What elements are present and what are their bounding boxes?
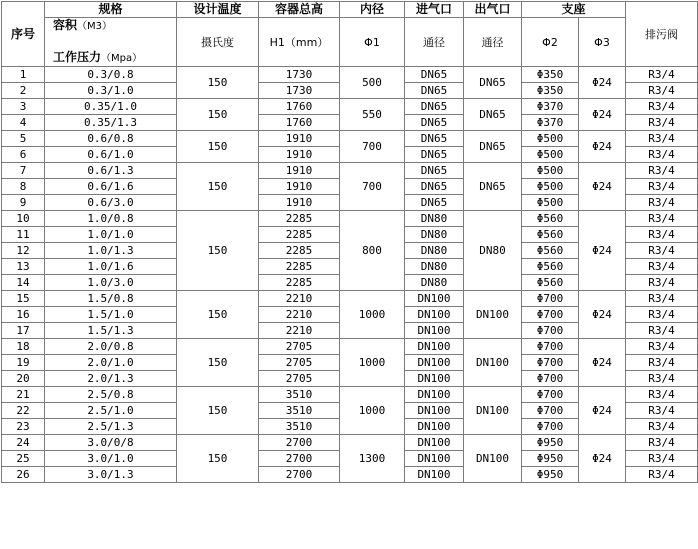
- row-height-cell: 2700: [259, 435, 340, 451]
- row-design-temp-cell: 150: [177, 211, 259, 291]
- row-phi2-cell: Φ950: [522, 435, 579, 451]
- row-design-temp-cell: 150: [177, 387, 259, 435]
- header-outlet: 出气口: [464, 2, 522, 18]
- row-drain-cell: R3/4: [626, 291, 698, 307]
- row-height-cell: 1910: [259, 195, 340, 211]
- row-drain-cell: R3/4: [626, 275, 698, 291]
- header-height: 容器总高: [259, 2, 340, 18]
- row-phi2-cell: Φ560: [522, 275, 579, 291]
- row-spec-cell: 3.0/1.3: [45, 467, 177, 483]
- row-inlet-cell: DN100: [405, 371, 464, 387]
- row-height-cell: 3510: [259, 387, 340, 403]
- header-outlet-sub: 通径: [464, 18, 522, 67]
- row-phi2-cell: Φ700: [522, 387, 579, 403]
- header-phi3: Φ3: [579, 18, 626, 67]
- row-inner-dia-cell: 550: [340, 99, 405, 131]
- row-outlet-cell: DN100: [464, 387, 522, 435]
- row-drain-cell: R3/4: [626, 467, 698, 483]
- row-number-cell: 18: [2, 339, 45, 355]
- row-design-temp-cell: 150: [177, 291, 259, 339]
- row-design-temp-cell: 150: [177, 435, 259, 483]
- row-height-cell: 2285: [259, 211, 340, 227]
- table-body: [2, 67, 698, 483]
- row-inlet-cell: DN80: [405, 211, 464, 227]
- row-drain-cell: R3/4: [626, 259, 698, 275]
- row-phi2-cell: Φ700: [522, 419, 579, 435]
- row-number-cell: 26: [2, 467, 45, 483]
- row-drain-cell: R3/4: [626, 195, 698, 211]
- row-drain-cell: R3/4: [626, 83, 698, 99]
- row-inlet-cell: DN65: [405, 99, 464, 115]
- row-phi2-cell: Φ560: [522, 259, 579, 275]
- row-phi3-cell: Φ24: [579, 291, 626, 339]
- row-height-cell: 2210: [259, 307, 340, 323]
- row-spec-cell: 0.6/0.8: [45, 131, 177, 147]
- table-row: [2, 387, 698, 403]
- row-inlet-cell: DN100: [405, 323, 464, 339]
- row-height-cell: 2705: [259, 355, 340, 371]
- row-number-cell: 2: [2, 83, 45, 99]
- row-height-cell: 1730: [259, 67, 340, 83]
- row-number-cell: 15: [2, 291, 45, 307]
- header-spec: 规格: [45, 2, 177, 18]
- row-phi2-cell: Φ350: [522, 83, 579, 99]
- header-temp-unit: 摄氏度: [177, 18, 259, 67]
- row-outlet-cell: DN100: [464, 339, 522, 387]
- row-outlet-cell: DN80: [464, 211, 522, 291]
- table-row: [2, 163, 698, 179]
- row-outlet-cell: DN65: [464, 99, 522, 131]
- row-inner-dia-cell: 1000: [340, 291, 405, 339]
- row-drain-cell: R3/4: [626, 307, 698, 323]
- row-inner-dia-cell: 800: [340, 211, 405, 291]
- row-height-cell: 2705: [259, 371, 340, 387]
- row-drain-cell: R3/4: [626, 371, 698, 387]
- row-spec-cell: 0.35/1.3: [45, 115, 177, 131]
- row-phi2-cell: Φ350: [522, 67, 579, 83]
- row-height-cell: 3510: [259, 419, 340, 435]
- row-number-cell: 24: [2, 435, 45, 451]
- row-inlet-cell: DN80: [405, 243, 464, 259]
- header-design-temp: 设计温度: [177, 2, 259, 18]
- row-inner-dia-cell: 700: [340, 131, 405, 163]
- row-inlet-cell: DN80: [405, 275, 464, 291]
- header-phi2: Φ2: [522, 18, 579, 67]
- row-inlet-cell: DN100: [405, 387, 464, 403]
- row-design-temp-cell: 150: [177, 67, 259, 99]
- row-height-cell: 2210: [259, 291, 340, 307]
- row-height-cell: 2285: [259, 275, 340, 291]
- row-phi2-cell: Φ700: [522, 355, 579, 371]
- table-row: [2, 339, 698, 355]
- header-support: 支座: [522, 2, 626, 18]
- row-phi2-cell: Φ700: [522, 307, 579, 323]
- row-number-cell: 16: [2, 307, 45, 323]
- row-inlet-cell: DN80: [405, 259, 464, 275]
- row-spec-cell: 0.3/0.8: [45, 67, 177, 83]
- row-spec-cell: 3.0/1.0: [45, 451, 177, 467]
- row-height-cell: 1910: [259, 179, 340, 195]
- row-number-cell: 6: [2, 147, 45, 163]
- row-phi2-cell: Φ500: [522, 131, 579, 147]
- header-spec-sub: [45, 18, 177, 67]
- row-number-cell: 1: [2, 67, 45, 83]
- header-inlet: 进气口: [405, 2, 464, 18]
- row-inlet-cell: DN100: [405, 451, 464, 467]
- row-number-cell: 20: [2, 371, 45, 387]
- row-spec-cell: 0.3/1.0: [45, 83, 177, 99]
- row-height-cell: 1910: [259, 131, 340, 147]
- row-drain-cell: R3/4: [626, 131, 698, 147]
- row-inlet-cell: DN65: [405, 67, 464, 83]
- row-height-cell: 1910: [259, 147, 340, 163]
- row-number-cell: 4: [2, 115, 45, 131]
- row-phi2-cell: Φ560: [522, 227, 579, 243]
- row-inlet-cell: DN80: [405, 227, 464, 243]
- row-spec-cell: 1.5/1.3: [45, 323, 177, 339]
- row-inner-dia-cell: 1000: [340, 339, 405, 387]
- row-spec-cell: 1.0/0.8: [45, 211, 177, 227]
- row-spec-cell: 1.0/1.3: [45, 243, 177, 259]
- row-spec-cell: 0.6/1.6: [45, 179, 177, 195]
- row-drain-cell: R3/4: [626, 227, 698, 243]
- row-phi2-cell: Φ700: [522, 291, 579, 307]
- row-phi3-cell: Φ24: [579, 435, 626, 483]
- row-spec-cell: 2.5/1.0: [45, 403, 177, 419]
- row-inlet-cell: DN65: [405, 179, 464, 195]
- row-number-cell: 23: [2, 419, 45, 435]
- row-height-cell: 3510: [259, 403, 340, 419]
- row-phi2-cell: Φ700: [522, 371, 579, 387]
- row-spec-cell: 1.5/0.8: [45, 291, 177, 307]
- table-header: [2, 2, 698, 67]
- row-height-cell: 1910: [259, 163, 340, 179]
- row-phi2-cell: Φ500: [522, 163, 579, 179]
- header-pressure: 工作压力（Mpa）: [53, 50, 143, 64]
- table-row: [2, 67, 698, 83]
- table-row: [2, 291, 698, 307]
- row-drain-cell: R3/4: [626, 163, 698, 179]
- row-inlet-cell: DN65: [405, 131, 464, 147]
- row-phi3-cell: Φ24: [579, 339, 626, 387]
- row-height-cell: 2285: [259, 227, 340, 243]
- row-number-cell: 21: [2, 387, 45, 403]
- row-spec-cell: 0.35/1.0: [45, 99, 177, 115]
- header-seq: 序号: [2, 2, 45, 67]
- row-drain-cell: R3/4: [626, 147, 698, 163]
- row-phi2-cell: Φ700: [522, 339, 579, 355]
- row-inner-dia-cell: 1000: [340, 387, 405, 435]
- row-phi3-cell: Φ24: [579, 67, 626, 99]
- table-row: [2, 99, 698, 115]
- row-outlet-cell: DN65: [464, 163, 522, 211]
- spec-table: [1, 1, 698, 483]
- row-height-cell: 2700: [259, 467, 340, 483]
- row-inlet-cell: DN100: [405, 291, 464, 307]
- row-outlet-cell: DN100: [464, 291, 522, 339]
- row-phi2-cell: Φ700: [522, 403, 579, 419]
- row-drain-cell: R3/4: [626, 115, 698, 131]
- row-number-cell: 14: [2, 275, 45, 291]
- row-inlet-cell: DN100: [405, 339, 464, 355]
- row-spec-cell: 2.0/0.8: [45, 339, 177, 355]
- row-design-temp-cell: 150: [177, 99, 259, 131]
- row-height-cell: 2700: [259, 451, 340, 467]
- row-spec-cell: 1.0/3.0: [45, 275, 177, 291]
- header-volume: 容积（M3）: [53, 18, 113, 32]
- row-phi2-cell: Φ700: [522, 323, 579, 339]
- row-spec-cell: 0.6/3.0: [45, 195, 177, 211]
- row-spec-cell: 0.6/1.0: [45, 147, 177, 163]
- table-row: [2, 211, 698, 227]
- row-inlet-cell: DN100: [405, 307, 464, 323]
- row-inlet-cell: DN100: [405, 467, 464, 483]
- row-spec-cell: 2.0/1.3: [45, 371, 177, 387]
- row-phi2-cell: Φ500: [522, 147, 579, 163]
- row-phi2-cell: Φ370: [522, 115, 579, 131]
- row-drain-cell: R3/4: [626, 243, 698, 259]
- row-number-cell: 22: [2, 403, 45, 419]
- row-inlet-cell: DN65: [405, 115, 464, 131]
- row-drain-cell: R3/4: [626, 339, 698, 355]
- row-phi2-cell: Φ370: [522, 99, 579, 115]
- row-number-cell: 25: [2, 451, 45, 467]
- row-number-cell: 8: [2, 179, 45, 195]
- row-inlet-cell: DN100: [405, 403, 464, 419]
- row-drain-cell: R3/4: [626, 211, 698, 227]
- row-design-temp-cell: 150: [177, 339, 259, 387]
- row-number-cell: 13: [2, 259, 45, 275]
- row-phi2-cell: Φ500: [522, 195, 579, 211]
- row-spec-cell: 2.0/1.0: [45, 355, 177, 371]
- row-height-cell: 1730: [259, 83, 340, 99]
- row-phi2-cell: Φ950: [522, 467, 579, 483]
- row-inlet-cell: DN100: [405, 355, 464, 371]
- row-number-cell: 5: [2, 131, 45, 147]
- row-spec-cell: 0.6/1.3: [45, 163, 177, 179]
- row-height-cell: 1760: [259, 115, 340, 131]
- row-drain-cell: R3/4: [626, 179, 698, 195]
- row-phi3-cell: Φ24: [579, 387, 626, 435]
- row-phi3-cell: Φ24: [579, 211, 626, 291]
- row-phi3-cell: Φ24: [579, 163, 626, 211]
- row-height-cell: 2210: [259, 323, 340, 339]
- row-height-cell: 2705: [259, 339, 340, 355]
- row-drain-cell: R3/4: [626, 323, 698, 339]
- header-inner-dia: 内径: [340, 2, 405, 18]
- table-row: [2, 435, 698, 451]
- row-drain-cell: R3/4: [626, 419, 698, 435]
- row-phi2-cell: Φ560: [522, 243, 579, 259]
- row-inlet-cell: DN65: [405, 195, 464, 211]
- row-number-cell: 10: [2, 211, 45, 227]
- row-inner-dia-cell: 1300: [340, 435, 405, 483]
- row-inlet-cell: DN65: [405, 147, 464, 163]
- row-outlet-cell: DN65: [464, 131, 522, 163]
- row-number-cell: 7: [2, 163, 45, 179]
- row-drain-cell: R3/4: [626, 387, 698, 403]
- row-drain-cell: R3/4: [626, 355, 698, 371]
- row-phi2-cell: Φ560: [522, 211, 579, 227]
- row-phi3-cell: Φ24: [579, 99, 626, 131]
- row-number-cell: 19: [2, 355, 45, 371]
- row-height-cell: 1760: [259, 99, 340, 115]
- row-phi2-cell: Φ950: [522, 451, 579, 467]
- row-phi2-cell: Φ500: [522, 179, 579, 195]
- row-drain-cell: R3/4: [626, 67, 698, 83]
- row-spec-cell: 3.0/0/8: [45, 435, 177, 451]
- row-number-cell: 12: [2, 243, 45, 259]
- row-height-cell: 2285: [259, 259, 340, 275]
- row-outlet-cell: DN100: [464, 435, 522, 483]
- row-drain-cell: R3/4: [626, 403, 698, 419]
- row-design-temp-cell: 150: [177, 131, 259, 163]
- row-spec-cell: 2.5/0.8: [45, 387, 177, 403]
- row-number-cell: 3: [2, 99, 45, 115]
- row-spec-cell: 1.0/1.0: [45, 227, 177, 243]
- row-phi3-cell: Φ24: [579, 131, 626, 163]
- row-inlet-cell: DN65: [405, 83, 464, 99]
- row-inlet-cell: DN100: [405, 435, 464, 451]
- row-height-cell: 2285: [259, 243, 340, 259]
- row-inner-dia-cell: 700: [340, 163, 405, 211]
- row-drain-cell: R3/4: [626, 99, 698, 115]
- header-phi1: Φ1: [340, 18, 405, 67]
- row-spec-cell: 2.5/1.3: [45, 419, 177, 435]
- row-drain-cell: R3/4: [626, 435, 698, 451]
- row-inner-dia-cell: 500: [340, 67, 405, 99]
- row-spec-cell: 1.0/1.6: [45, 259, 177, 275]
- row-drain-cell: R3/4: [626, 451, 698, 467]
- row-inlet-cell: DN65: [405, 163, 464, 179]
- row-number-cell: 17: [2, 323, 45, 339]
- header-drain: 排污阀: [626, 2, 698, 67]
- row-outlet-cell: DN65: [464, 67, 522, 99]
- row-design-temp-cell: 150: [177, 163, 259, 211]
- table-row: [2, 131, 698, 147]
- header-inlet-sub: 通径: [405, 18, 464, 67]
- header-height-unit: H1（mm）: [259, 18, 340, 67]
- row-number-cell: 11: [2, 227, 45, 243]
- row-number-cell: 9: [2, 195, 45, 211]
- row-spec-cell: 1.5/1.0: [45, 307, 177, 323]
- row-inlet-cell: DN100: [405, 419, 464, 435]
